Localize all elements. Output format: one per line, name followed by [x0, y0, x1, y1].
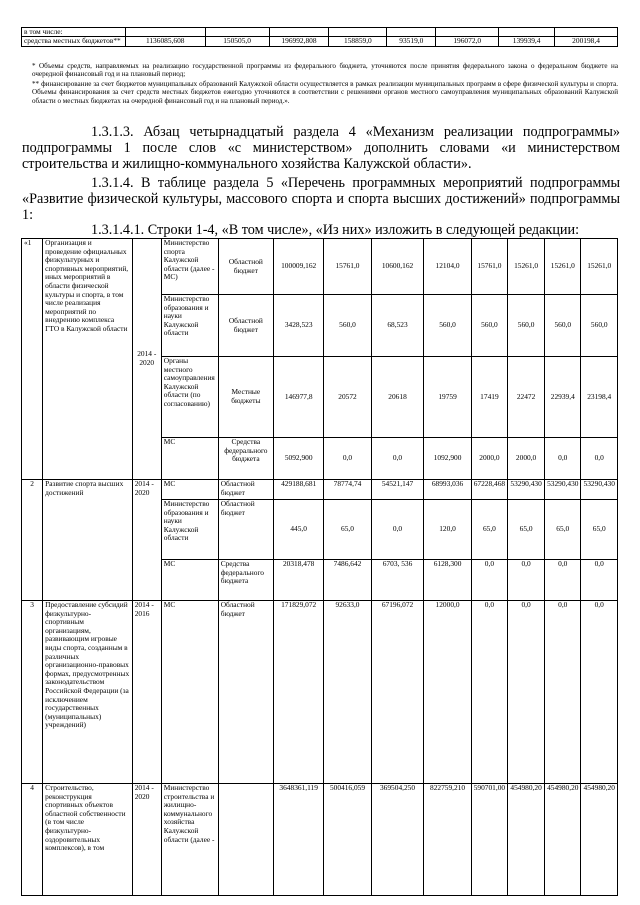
- executor: МС: [161, 601, 218, 784]
- funding-source: Областной бюджет: [218, 601, 273, 784]
- value-cell: 196992,808: [269, 37, 329, 46]
- table-row: [22, 601, 618, 784]
- period: 2014 - 2020: [132, 480, 161, 601]
- value-cell: 65,0: [581, 500, 618, 560]
- value-cell: 2000,0: [508, 438, 545, 480]
- value-cell: 0,0: [471, 601, 507, 784]
- executor: Министерство образования и науки Калужской области: [161, 295, 218, 357]
- value-cell: 2000,0: [471, 438, 507, 480]
- value-cell: 822759,210: [424, 784, 471, 896]
- value-cell: 146977,8: [274, 357, 324, 438]
- value-cell: 150505,0: [205, 37, 269, 46]
- value-cell: 0,0: [471, 560, 507, 601]
- value-cell: 65,0: [471, 500, 507, 560]
- value-cell: 65,0: [508, 500, 545, 560]
- executor: Министерство спорта Калужской области (далее - МС): [161, 239, 218, 295]
- value-cell: 5092,900: [274, 438, 324, 480]
- funding-source: Средства федерального бюджета: [218, 560, 273, 601]
- value-cell: 12000,0: [424, 601, 471, 784]
- value-cell: 15261,0: [581, 239, 618, 295]
- funding-source: Средства федерального бюджета: [218, 438, 273, 480]
- value-cell: 0,0: [545, 438, 581, 480]
- funding-source: Областной бюджет: [218, 239, 273, 295]
- value-cell: 0,0: [545, 601, 581, 784]
- row-number: «1: [22, 239, 43, 480]
- row-number: 4: [22, 784, 43, 896]
- funding-source: [218, 784, 273, 896]
- value-cell: 15261,0: [545, 239, 581, 295]
- funding-source: Местные бюджеты: [218, 357, 273, 438]
- value-cell: 0,0: [324, 438, 371, 480]
- value-cell: 445,0: [274, 500, 324, 560]
- value-cell: 560,0: [471, 295, 507, 357]
- value-cell: 12104,0: [424, 239, 471, 295]
- value-cell: 65,0: [324, 500, 371, 560]
- value-cell: 0,0: [545, 560, 581, 601]
- value-cell: 590701,00: [471, 784, 507, 896]
- paragraph-1-3-1-4: 1.3.1.4. В таблице раздела 5 «Перечень программных мероприятий подпрограммы «Развитие физической культуры, массового спорта и спорта высших достижений» подпрограммы 1:: [22, 175, 620, 224]
- executor: Министерство строительства и жилищно-коммунального хозяйства Калужской области (далее -: [161, 784, 218, 896]
- value-cell: 158859,0: [329, 37, 387, 46]
- value-cell: 68,523: [371, 295, 424, 357]
- value-cell: 22472: [508, 357, 545, 438]
- value-cell: 92633,0: [324, 601, 371, 784]
- value-cell: 17419: [471, 357, 507, 438]
- executor: Органы местного самоуправления Калужской области (по согласованию): [161, 357, 218, 438]
- value-cell: 1136085,608: [125, 37, 205, 46]
- value-cell: 0,0: [371, 500, 424, 560]
- value-cell: 0,0: [508, 601, 545, 784]
- value-cell: 0,0: [581, 438, 618, 480]
- table-row: [22, 37, 618, 46]
- activity-name: Предоставление субсидий физкультурно-спортивным организациям, развивающим игровые виды спорта, созданным в различных организационно-правовых формах, предусмотренных законодательством Российской Федерации (за исключением государственных (муниципальных) учреждений): [43, 601, 133, 784]
- row-number: 3: [22, 601, 43, 784]
- value-cell: 454980,20: [545, 784, 581, 896]
- program-activities-table: [21, 238, 618, 896]
- value-cell: 68993,036: [424, 480, 471, 500]
- value-cell: 200198,4: [555, 37, 618, 46]
- executor: МС: [161, 438, 218, 480]
- value-cell: 65,0: [545, 500, 581, 560]
- activity-name: Строительство, реконструкция спортивных объектов областной собственности (в том числе физкультурно-оздоровительных комплексов), в том: [43, 784, 133, 896]
- executor: МС: [161, 560, 218, 601]
- value-cell: 454980,20: [581, 784, 618, 896]
- value-cell: 560,0: [581, 295, 618, 357]
- value-cell: 15761,0: [471, 239, 507, 295]
- value-cell: 100009,162: [274, 239, 324, 295]
- value-cell: 78774,74: [324, 480, 371, 500]
- value-cell: 67196,072: [371, 601, 424, 784]
- footnote-local: ** финансирование за счет бюджетов муниципальных образований Калужской области осуществляется в рамках реализации муниципальных программ в сфере физической культуры и спорта. Объемы финансирования за счет средств местных бюджетов ежегодно уточняются в соответствии с решениями органов местного самоуправления муниципальных образований Калужской области о местных бюджетах на очередной финансовый год и на плановый период.».: [32, 80, 618, 105]
- funding-source: Областной бюджет: [218, 295, 273, 357]
- value-cell: 139939,4: [499, 37, 555, 46]
- row-number: 2: [22, 480, 43, 601]
- footnote-federal: * Объемы средств, направляемых на реализацию государственной программы из федерального бюджета, уточняются после принятия федерального закона о федеральном бюджете на очередной финансовый год и на плановый период;: [32, 62, 618, 79]
- value-cell: 53290,430: [581, 480, 618, 500]
- value-cell: 93519,0: [387, 37, 436, 46]
- row-label: средства местных бюджетов**: [22, 37, 126, 46]
- period: 2014 - 2020: [132, 239, 161, 480]
- value-cell: 53290,430: [545, 480, 581, 500]
- value-cell: 1092,900: [424, 438, 471, 480]
- value-cell: 560,0: [324, 295, 371, 357]
- value-cell: 54521,147: [371, 480, 424, 500]
- value-cell: 15761,0: [324, 239, 371, 295]
- value-cell: 0,0: [581, 601, 618, 784]
- paragraph-1-3-1-3: 1.3.1.3. Абзац четырнадцатый раздела 4 «Механизм реализации подпрограммы» подпрограммы 1 после слов «с министерством» дополнить словами «и министерством строительства и жилищно-коммунального хозяйства Калужской области».: [22, 124, 620, 173]
- value-cell: 454980,20: [508, 784, 545, 896]
- value-cell: 500416,059: [324, 784, 371, 896]
- funding-source: Областной бюджет: [218, 500, 273, 560]
- activity-name: Развитие спорта высших достижений: [43, 480, 133, 601]
- value-cell: 22939,4: [545, 357, 581, 438]
- row-label: в том числе:: [22, 28, 126, 37]
- value-cell: 560,0: [545, 295, 581, 357]
- value-cell: 67228,468: [471, 480, 507, 500]
- value-cell: 3648361,119: [274, 784, 324, 896]
- activity-name: Организация и проведение официальных физкультурных и спортивных мероприятий, иных мероприятий в области физической культуры и спорта, в том числе реализация мероприятий по внедрению комплекса ГТО в Калужской области: [43, 239, 133, 480]
- value-cell: 6703, 536: [371, 560, 424, 601]
- executor: МС: [161, 480, 218, 500]
- value-cell: 20572: [324, 357, 371, 438]
- budget-summary-table: [21, 27, 618, 47]
- funding-source: Областной бюджет: [218, 480, 273, 500]
- value-cell: 0,0: [508, 560, 545, 601]
- value-cell: 429188,681: [274, 480, 324, 500]
- value-cell: 7486,642: [324, 560, 371, 601]
- value-cell: 15261,0: [508, 239, 545, 295]
- value-cell: 3428,523: [274, 295, 324, 357]
- value-cell: 560,0: [424, 295, 471, 357]
- value-cell: 560,0: [508, 295, 545, 357]
- executor: Министерство образования и науки Калужской области: [161, 500, 218, 560]
- period: 2014 - 2020: [132, 784, 161, 896]
- table-row: [22, 784, 618, 896]
- value-cell: 20618: [371, 357, 424, 438]
- value-cell: 23198,4: [581, 357, 618, 438]
- period: 2014 - 2016: [132, 601, 161, 784]
- value-cell: 196072,0: [436, 37, 499, 46]
- value-cell: 19759: [424, 357, 471, 438]
- value-cell: 6128,300: [424, 560, 471, 601]
- value-cell: 20318,478: [274, 560, 324, 601]
- value-cell: 120,0: [424, 500, 471, 560]
- paragraph-1-3-1-4-1: 1.3.1.4.1. Строки 1-4, «В том числе», «Из них» изложить в следующей редакции:: [91, 222, 580, 238]
- value-cell: 0,0: [371, 438, 424, 480]
- table-row: [22, 239, 618, 295]
- table-row: [22, 480, 618, 500]
- value-cell: 369504,250: [371, 784, 424, 896]
- value-cell: 53290,430: [508, 480, 545, 500]
- value-cell: 10600,162: [371, 239, 424, 295]
- value-cell: 171829,072: [274, 601, 324, 784]
- value-cell: 0,0: [581, 560, 618, 601]
